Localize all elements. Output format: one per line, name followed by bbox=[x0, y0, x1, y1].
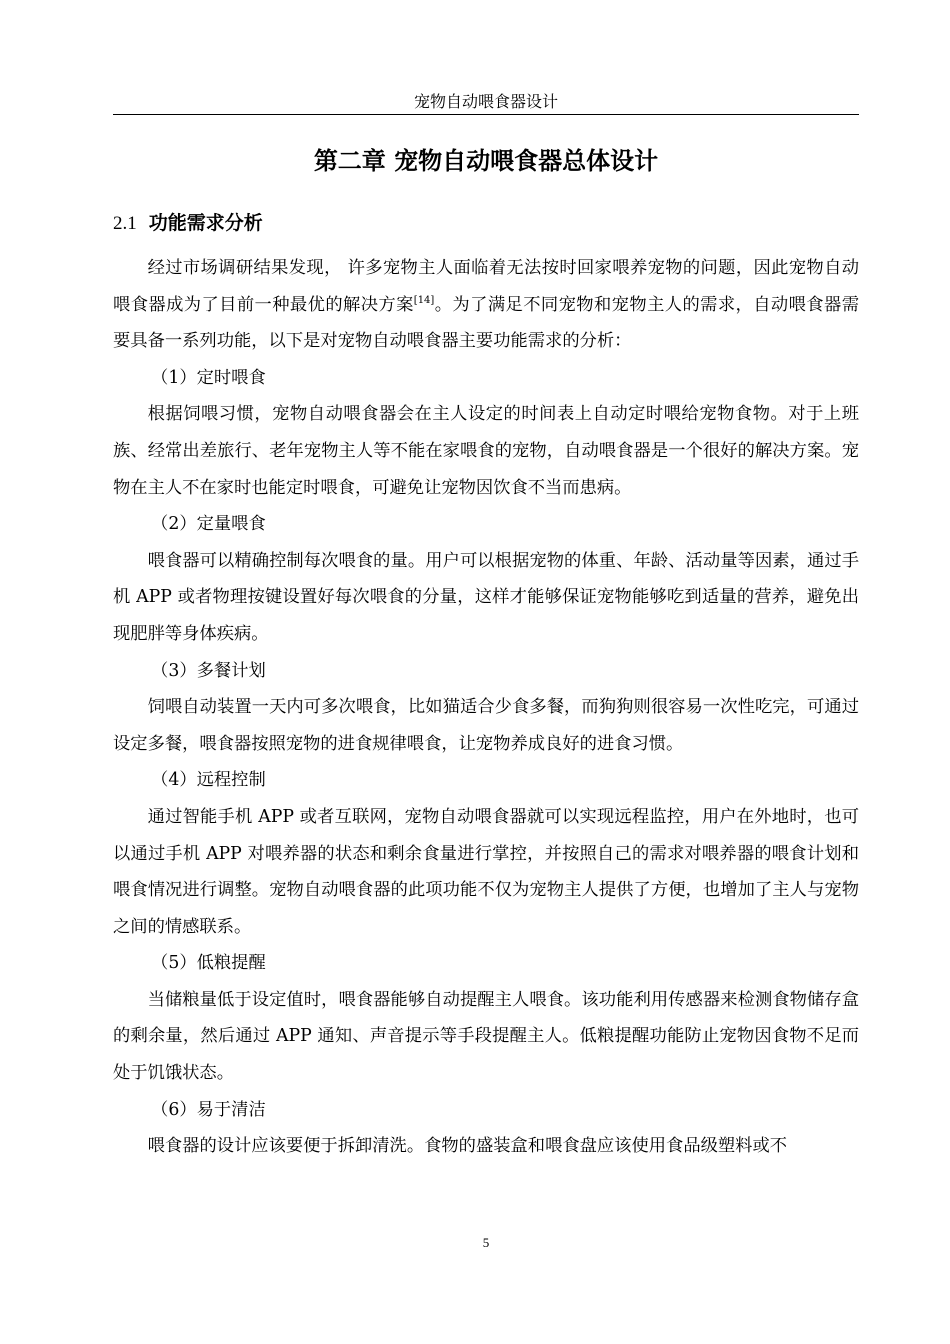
page-number: 5 bbox=[482, 1235, 490, 1250]
item-paragraph-6: 喂食器的设计应该要便于拆卸清洗。食物的盛装盒和喂食盘应该使用食品级塑料或不 bbox=[147, 1136, 788, 1157]
item-heading-2: （2）定量喂食 bbox=[151, 514, 266, 535]
chapter-title: 第二章 宠物自动喂食器总体设计 bbox=[313, 147, 659, 175]
section-title: 功能需求分析 bbox=[148, 212, 263, 234]
item-paragraph-4: 通过智能手机 APP 或者互联网，宠物自动喂食器就可以实现远程监控，用户在外地时，也可以通过手机 APP 对喂养器的状态和剩余食量进行掌控，并按照自己的需求对喂养器的喂食计划和喂食情况进行调整。宠物自动喂食器的此项功能不仅为宠物主人提供了方便，也增加了主人与宠物之间的情感联系。 bbox=[113, 806, 859, 937]
document-body bbox=[113, 250, 859, 1165]
intro-text: 经过市场调研结果发现， 许多宠物主人面临着无法按时回家喂养宠物的问题，因此宠物自动喂食器成为了目前一种最优的解决方案 bbox=[113, 258, 859, 315]
item-paragraph-1: 根据饲喂习惯，宠物自动喂食器会在主人设定的时间表上自动定时喂给宠物食物。对于上班族、经常出差旅行、老年宠物主人等不能在家喂食的宠物，自动喂食器是一个很好的解决方案。宠物在主人不在家时也能定时喂食，可避免让宠物因饮食不当而患病。 bbox=[113, 404, 859, 498]
item-paragraph-5: 当储粮量低于设定值时，喂食器能够自动提醒主人喂食。该功能利用传感器来检测食物储存盒的剩余量，然后通过 APP 通知、声音提示等手段提醒主人。低粮提醒功能防止宠物因食物不足而处于饥饿状态。 bbox=[113, 989, 859, 1084]
section-number: 2.1 bbox=[113, 213, 137, 234]
intro-paragraph bbox=[113, 250, 859, 360]
item-paragraph-2: 喂食器可以精确控制每次喂食的量。用户可以根据宠物的体重、年龄、活动量等因素，通过手机 APP 或者物理按键设置好每次喂食的分量，这样才能够保证宠物能够吃到适量的营养，避免出现肥胖等身体疾病。 bbox=[113, 550, 859, 644]
section-heading bbox=[113, 208, 859, 239]
citation-reference: [14] bbox=[413, 294, 435, 306]
item-heading-3: （3）多餐计划 bbox=[151, 660, 266, 681]
item-heading-1: （1）定时喂食 bbox=[151, 367, 266, 388]
item-heading-5: （5）低粮提醒 bbox=[151, 953, 266, 974]
item-heading-4: （4）远程控制 bbox=[151, 770, 266, 791]
page-header: 宠物自动喂食器设计 bbox=[113, 90, 859, 115]
item-paragraph-3: 饲喂自动装置一天内可多次喂食，比如猫适合少食多餐，而狗狗则很容易一次性吃完，可通过设定多餐，喂食器按照宠物的进食规律喂食，让宠物养成良好的进食习惯。 bbox=[113, 697, 859, 754]
intro-text-continued: 。为了满足不同宠物和宠物主人的需求，自动喂食器需要具备一系列功能，以下是对宠物自动喂食器主要功能需求的分析： bbox=[113, 294, 859, 352]
item-heading-6: （6）易于清洁 bbox=[151, 1099, 266, 1120]
